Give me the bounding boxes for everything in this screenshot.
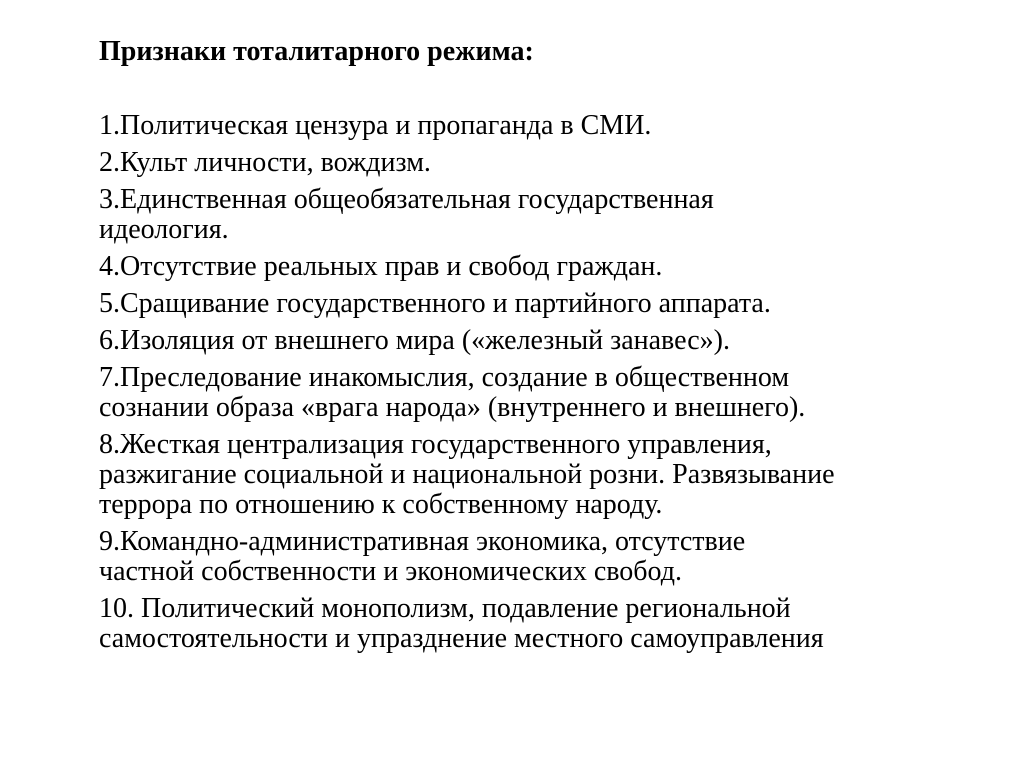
list-item: 4.Отсутствие реальных прав и свобод граждан.	[99, 251, 663, 282]
list-item: 9.Командно-административная экономика, отсутствие частной собственности и экономических свобод.	[99, 526, 746, 587]
list-item: 2.Культ личности, вождизм.	[99, 147, 431, 178]
list-item: 3.Единственная общеобязательная государственная идеология.	[99, 184, 714, 245]
list-item: 1.Политическая цензура и пропаганда в СМИ.	[99, 110, 652, 141]
items-list	[99, 111, 979, 661]
list-item: 6.Изоляция от внешнего мира («железный занавес»).	[99, 325, 730, 356]
list-item: 5.Сращивание государственного и партийного аппарата.	[99, 288, 771, 319]
list-item: 7.Преследование инакомыслия, создание в общественном сознании образа «врага народа» (внутреннего и внешнего).	[99, 362, 806, 423]
list-item: 8.Жесткая централизация государственного управления, разжигание социальной и национальной розни. Развязывание террора по отношению к собственному народу.	[99, 429, 835, 520]
slide-title: Признаки тоталитарного режима:	[99, 36, 534, 67]
list-item: 10. Политический монополизм, подавление региональной самостоятельности и упразднение местного самоуправления	[99, 593, 824, 654]
